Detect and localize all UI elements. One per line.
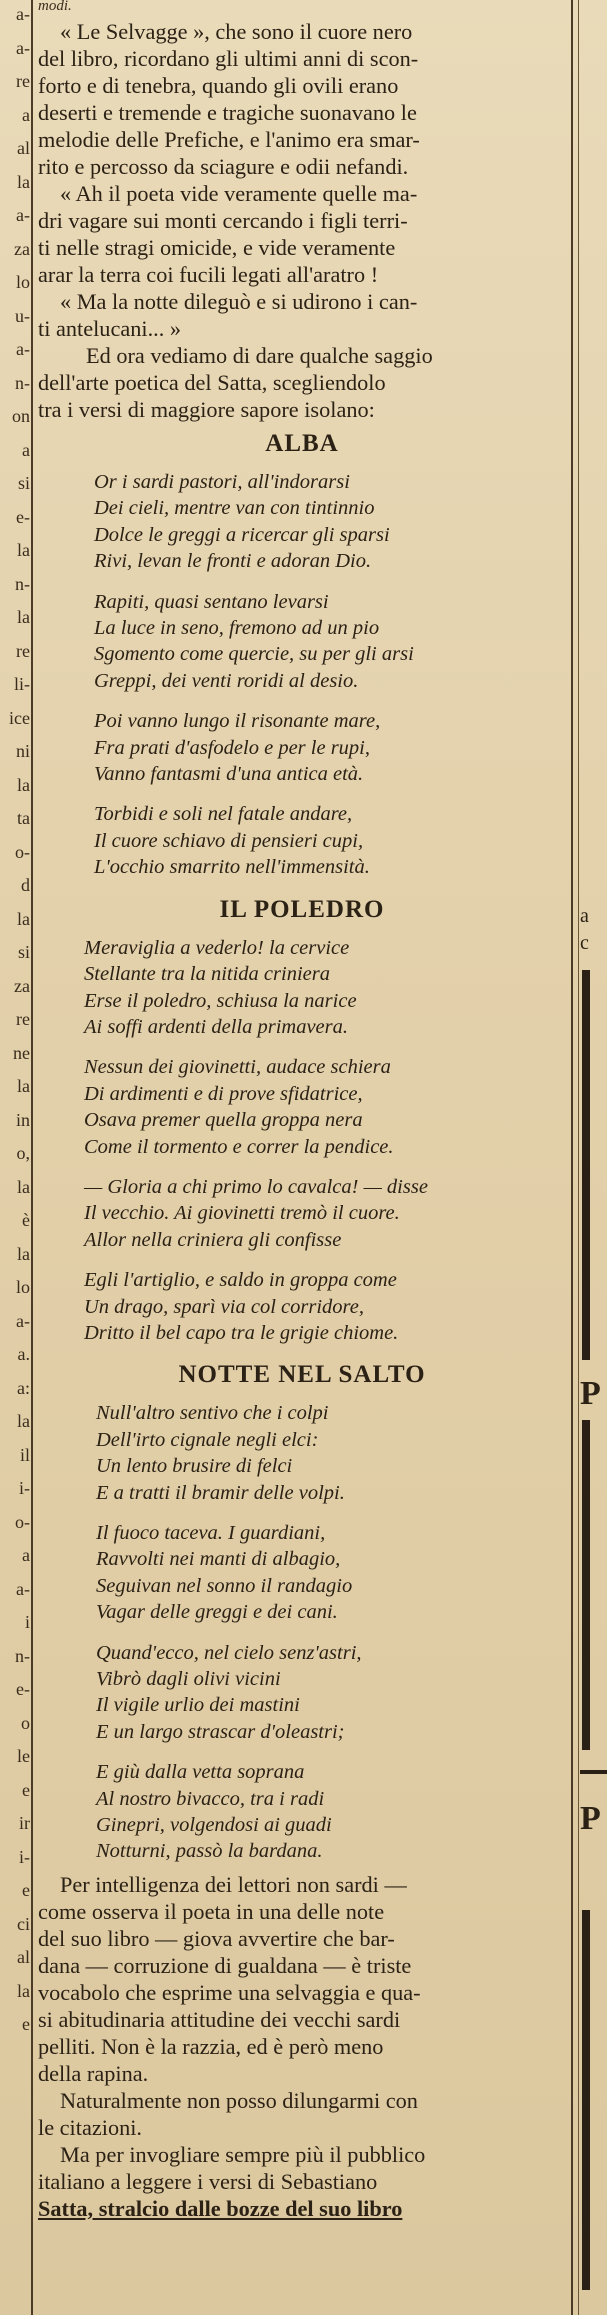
poem-alba — [94, 469, 566, 881]
poem-title-poledro: IL POLEDRO — [219, 895, 385, 923]
left-fragment: la — [17, 1411, 30, 1431]
poem-line: E giù dalla vetta soprana — [96, 1761, 305, 1784]
left-fragment: ir — [19, 1813, 30, 1833]
left-fragment: ta — [17, 808, 30, 828]
text-line: del libro, ricordano gli ultimi anni di scon- — [38, 46, 419, 71]
text-line: forto e di tenebra, quando gli ovili erano — [38, 73, 399, 98]
poem-stanza — [96, 1640, 566, 1746]
left-fragment: za — [14, 975, 30, 996]
poem-line: Quand'ecco, nel cielo senz'astri, — [96, 1641, 362, 1664]
left-fragment: a: — [17, 1377, 30, 1398]
poem-stanza — [94, 589, 566, 695]
poem-line: Il vecchio. Ai giovinetti tremò il cuore. — [84, 1202, 400, 1225]
text-line: dell'arte poetica del Satta, scegliendolo — [38, 370, 386, 395]
left-fragment: o, — [16, 1143, 30, 1163]
poem-line: Un lento brusire di felci — [96, 1455, 293, 1478]
right-column-bar — [582, 1420, 590, 1750]
poem-line: Osava premer quella groppa nera — [84, 1109, 363, 1132]
left-fragment: la — [17, 171, 30, 192]
right-column-bar — [582, 970, 590, 1360]
text-line: dana — corruzione di gualdana — è triste — [38, 1952, 412, 1978]
left-fragment: al — [17, 138, 30, 158]
left-fragment: e — [22, 1779, 30, 1800]
text-line: arar la terra coi fucili legati all'aratro ! — [38, 262, 379, 287]
left-fragment: a — [22, 439, 30, 460]
text-line: Ed ora vediamo di dare qualche saggio — [86, 343, 433, 368]
poem-stanza — [96, 1520, 566, 1626]
poem-line: La luce in seno, fremono ad un pio — [94, 617, 380, 640]
left-fragment: la — [17, 1980, 30, 2001]
left-fragment: a- — [16, 205, 30, 225]
left-fragment: a. — [17, 1344, 30, 1364]
poem-line: Allor nella criniera gli confisse — [84, 1228, 342, 1251]
text-line: le citazioni. — [38, 2114, 143, 2140]
left-fragment: la — [17, 908, 30, 929]
text-line: ti nelle stragi omicide, e vide veramente — [38, 235, 396, 260]
poem-line: Seguivan nel sonno il randagio — [96, 1574, 353, 1597]
left-fragment: a — [22, 1545, 30, 1565]
left-fragment: ni — [15, 741, 30, 761]
left-fragment: a- — [16, 1578, 30, 1599]
left-fragment: in — [15, 1109, 30, 1130]
left-fragment: re — [16, 71, 30, 91]
left-fragment: n- — [15, 573, 30, 594]
text-line: si abitudinaria attitudine dei vecchi sardi — [38, 2006, 401, 2032]
poem-line: Il cuore schiavo di pensieri cupi, — [94, 829, 364, 852]
text-line: Naturalmente non posso dilungarmi con — [60, 2087, 418, 2113]
poem-line: Il vigile urlio dei mastini — [96, 1694, 300, 1717]
text-line: Satta, stralcio dalle bozze del suo libro — [38, 2195, 403, 2221]
text-line: rito e percosso da sciagure e odii nefandi. — [38, 154, 409, 179]
poem-stanza — [84, 1267, 566, 1346]
poem-line: E a tratti il bramir delle volpi. — [96, 1481, 345, 1504]
poem-line: Ai soffi ardenti della primavera. — [84, 1015, 349, 1038]
left-fragment: ice — [9, 707, 30, 728]
poem-line: Dei cieli, mentre van con tintinnio — [94, 497, 375, 520]
left-fragment: d — [21, 875, 30, 895]
poem-line: Vagar delle greggi e dei cani. — [96, 1601, 338, 1624]
left-fragment: la — [17, 1076, 30, 1096]
poem-line: Vibrò dagli olivi vicini — [96, 1668, 281, 1691]
left-fragment: i — [24, 1612, 30, 1632]
poem-line: Al nostro bivacco, tra i radi — [96, 1787, 325, 1810]
left-fragment: si — [17, 473, 30, 493]
text-line: tra i versi di maggiore sapore isolano: — [38, 397, 375, 422]
poem-line: Di ardimenti e di prove sfidatrice, — [84, 1082, 363, 1105]
left-fragment: e — [22, 2014, 30, 2034]
right-column-fragments — [580, 0, 607, 2315]
left-fragment: u- — [15, 305, 30, 326]
text-line: italiano a leggere i versi di Sebastiano — [38, 2168, 378, 2194]
right-column-rule — [571, 0, 573, 2315]
left-fragment: o- — [15, 1511, 30, 1532]
poem-title-notte: NOTTE NEL SALTO — [178, 1361, 426, 1389]
left-fragment: i- — [19, 1846, 30, 1867]
left-fragment: ne — [13, 1042, 30, 1063]
poem-line: Sgomento come quercie, su per gli arsi — [94, 643, 414, 666]
left-fragment: re — [16, 640, 30, 661]
poem-stanza — [84, 1174, 566, 1253]
poem-line: Ginepri, volgendosi ai guadi — [96, 1814, 332, 1837]
poem-line: Erse il poledro, schiusa la narice — [84, 989, 357, 1012]
left-fragment: o- — [15, 841, 30, 862]
text-line: come osserva il poeta in una delle note — [38, 1898, 385, 1924]
left-fragment: lo — [15, 1277, 30, 1297]
right-column-rule-inner — [578, 0, 579, 2315]
intro-paragraphs — [38, 18, 566, 423]
left-fragment: la — [17, 540, 30, 560]
poem-line: Or i sardi pastori, all'indorarsi — [94, 471, 350, 493]
poem-line: — Gloria a chi primo lo cavalca! — disse — [84, 1175, 428, 1198]
left-fragment: a- — [16, 4, 30, 24]
left-fragment: ci — [17, 1913, 30, 1934]
poem-line: Fra prati d'asfodelo e per le rupi, — [94, 736, 370, 759]
poem-line: Dritto il bel capo tra le grigie chiome. — [84, 1321, 399, 1344]
left-fragment: è — [22, 1210, 30, 1230]
left-fragment: i- — [19, 1478, 30, 1498]
left-column-fragments — [0, 0, 30, 2315]
poem-line: Un drago, sparì via col corridore, — [84, 1295, 364, 1318]
poem-line: Ravvolti nei manti di albagio, — [96, 1548, 341, 1571]
right-fragment: P — [580, 1375, 601, 1412]
poem-line: Nessun dei giovinetti, audace schiera — [84, 1056, 391, 1079]
text-line: melodie delle Prefiche, e l'animo era smar- — [38, 127, 420, 152]
left-fragment: o — [21, 1712, 30, 1733]
left-column-rule — [31, 0, 33, 2315]
left-fragment: e- — [16, 506, 30, 527]
left-fragment: la — [17, 1243, 30, 1264]
left-fragment: n- — [15, 1645, 30, 1666]
poem-line: Il fuoco taceva. I guardiani, — [96, 1522, 326, 1544]
text-line: del suo libro — giova avvertire che bar- — [38, 1925, 395, 1951]
poem-title-alba: ALBA — [265, 430, 339, 457]
left-fragment: a- — [16, 1310, 30, 1331]
text-line: « Ah il poeta vide veramente quelle ma- — [60, 181, 418, 206]
text-line: « Le Selvagge », che sono il cuore nero — [60, 19, 413, 44]
left-fragment: e- — [16, 1679, 30, 1699]
left-fragment: lo — [15, 272, 30, 292]
left-fragment: re — [16, 1009, 30, 1029]
poem-line: Egli l'artiglio, e saldo in groppa come — [84, 1269, 397, 1292]
left-fragment: n- — [15, 372, 30, 393]
text-line: Per intelligenza dei lettori non sardi — — [60, 1871, 407, 1897]
left-fragment: le — [17, 1746, 30, 1766]
text-line: ti antelucani... » — [38, 316, 182, 341]
poem-notte-nel-salto — [96, 1400, 566, 1865]
text-line: vocabolo che esprime una selvaggia e qua- — [38, 1979, 421, 2005]
poem-line: Torbidi e soli nel fatale andare, — [94, 803, 353, 826]
left-fragment: la — [17, 774, 30, 795]
left-fragment: li- — [14, 674, 30, 694]
left-fragment: a — [22, 104, 30, 125]
poem-line: Greppi, dei venti roridi al desio. — [94, 669, 359, 692]
left-fragment: la — [17, 1176, 30, 1197]
poem-stanza — [84, 1054, 566, 1160]
left-fragment: si — [17, 942, 30, 962]
right-fragment: a — [580, 905, 589, 927]
left-fragment: a- — [16, 37, 30, 58]
left-fragment: e — [22, 1880, 30, 1900]
poem-stanza — [84, 935, 566, 1041]
text-line: « Ma la notte dileguò e si udirono i can- — [60, 289, 418, 314]
right-fragment: c — [580, 932, 589, 954]
top-fragment: modi. — [38, 0, 72, 12]
article-column — [38, 0, 566, 2222]
poem-line: Dolce le greggi a ricercar gli sparsi — [94, 523, 390, 546]
left-fragment: a- — [16, 339, 30, 359]
text-line: dri vagare sui monti cercando i figli terri- — [38, 208, 408, 233]
poem-line: Null'altro sentivo che i colpi — [96, 1402, 329, 1425]
poem-line: Rivi, levan le fronti e adoran Dio. — [94, 550, 372, 573]
poem-poledro — [84, 935, 566, 1347]
poem-line: Rapiti, quasi sentano levarsi — [94, 590, 329, 613]
right-column-bar — [580, 1770, 607, 1774]
text-line: pelliti. Non è la razzia, ed è però meno — [38, 2033, 384, 2059]
poem-stanza — [94, 469, 566, 575]
left-fragment: on — [12, 406, 30, 426]
poem-stanza — [96, 1759, 566, 1865]
poem-line: L'occhio smarrito nell'immensità. — [94, 856, 370, 879]
text-line: della rapina. — [38, 2060, 149, 2086]
outro-paragraphs — [38, 1871, 566, 2222]
poem-stanza — [94, 801, 566, 880]
poem-line: Poi vanno lungo il risonante mare, — [94, 710, 381, 733]
poem-line: Dell'irto cignale negli elci: — [96, 1428, 319, 1451]
poem-line: Vanno fantasmi d'una antica età. — [94, 763, 364, 786]
left-fragment: il — [19, 1444, 30, 1465]
right-column-bar — [582, 1910, 590, 2290]
poem-line: Meraviglia a vederlo! la cervice — [84, 936, 350, 959]
left-fragment: za — [14, 238, 30, 259]
poem-line: Stellante tra la nitida criniera — [84, 963, 330, 986]
poem-stanza — [96, 1400, 566, 1506]
left-fragment: al — [17, 1947, 30, 1967]
poem-stanza — [94, 708, 566, 787]
poem-line: Come il tormento e correr la pendice. — [84, 1135, 394, 1158]
poem-line: Notturni, passò la bardana. — [96, 1840, 323, 1863]
poem-line: E un largo strascar d'oleastri; — [96, 1720, 345, 1743]
left-fragment: la — [17, 607, 30, 627]
text-line: deserti e tremende e tragiche suonavano le — [38, 100, 417, 125]
right-fragment: P — [580, 1800, 601, 1837]
text-line: Ma per invogliare sempre più il pubblico — [60, 2141, 426, 2167]
